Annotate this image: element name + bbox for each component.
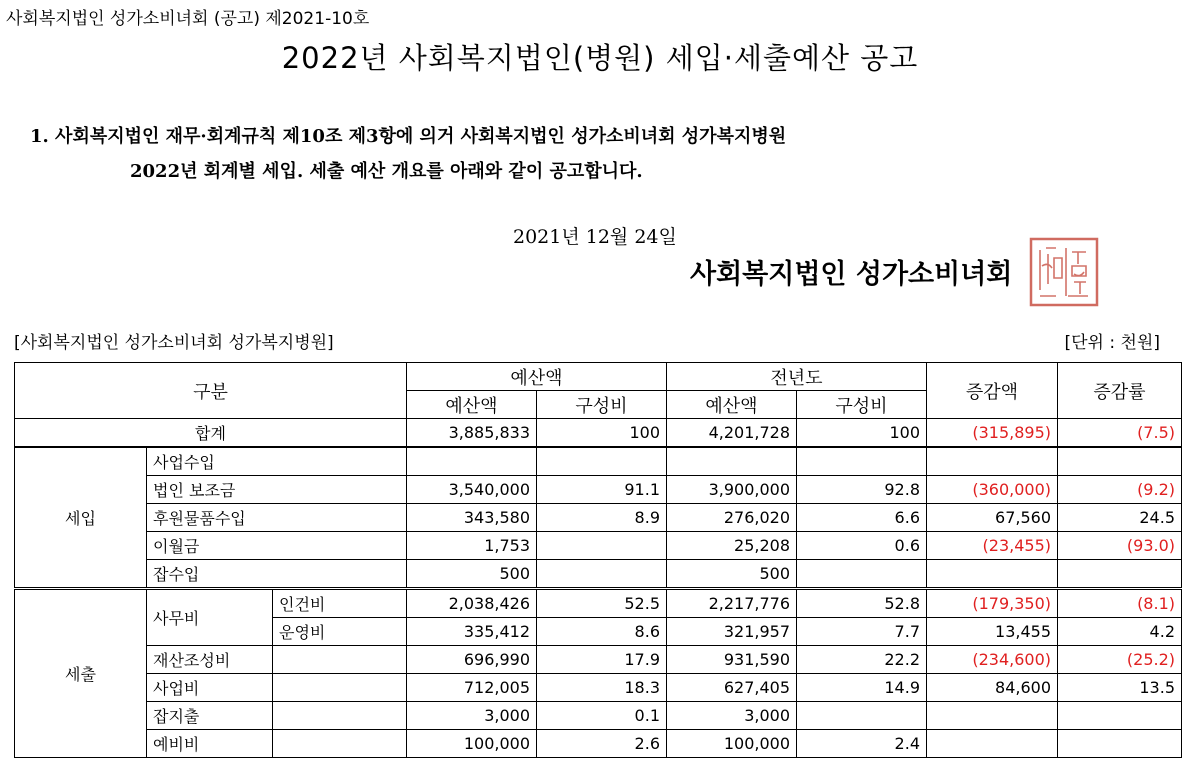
row-rate: 13.5 — [1058, 674, 1182, 702]
total-label: 합계 — [15, 419, 407, 448]
row-item: 사업비 — [147, 674, 273, 702]
table-row — [15, 560, 1182, 589]
row-item: 사업수입 — [147, 447, 407, 476]
row-rate — [1058, 702, 1182, 730]
header-category: 구분 — [15, 363, 407, 419]
row-budget: 2,038,426 — [407, 589, 537, 618]
row-prev: 3,000 — [667, 702, 797, 730]
row-prev-ratio: 52.8 — [797, 589, 927, 618]
row-prev: 2,217,776 — [667, 589, 797, 618]
table-row — [15, 532, 1182, 560]
notice-paragraph-line-2: 2022년 회계별 세입. 세출 예산 개요를 아래와 같이 공고합니다. — [130, 161, 643, 182]
row-prev-ratio: 92.8 — [797, 476, 927, 504]
row-prev: 276,020 — [667, 504, 797, 532]
row-change — [927, 447, 1058, 476]
notice-date: 2021년 12월 24일 — [513, 226, 677, 248]
unit-label: [단위 : 천원] — [1064, 333, 1160, 353]
row-prev-ratio: 22.2 — [797, 646, 927, 674]
row-ratio: 17.9 — [537, 646, 667, 674]
row-change: 13,455 — [927, 618, 1058, 646]
table-row — [15, 674, 1182, 702]
header-prev-amount: 예산액 — [667, 391, 797, 419]
row-subitem — [273, 674, 407, 702]
row-rate: (9.2) — [1058, 476, 1182, 504]
row-change: (23,455) — [927, 532, 1058, 560]
row-budget: 3,000 — [407, 702, 537, 730]
row-prev-ratio: 7.7 — [797, 618, 927, 646]
organization-name: 사회복지법인 성가소비녀회 — [690, 259, 1013, 290]
table-row — [15, 447, 1182, 476]
row-item: 예비비 — [147, 730, 273, 758]
row-prev: 321,957 — [667, 618, 797, 646]
total-prev-ratio: 100 — [797, 419, 927, 448]
row-subitem: 인건비 — [273, 589, 407, 618]
row-item: 잡지출 — [147, 702, 273, 730]
row-prev-ratio: 2.4 — [797, 730, 927, 758]
row-subitem — [273, 730, 407, 758]
official-seal-icon — [1028, 236, 1100, 308]
row-prev-ratio: 14.9 — [797, 674, 927, 702]
row-change: 84,600 — [927, 674, 1058, 702]
row-change — [927, 702, 1058, 730]
row-prev-ratio: 6.6 — [797, 504, 927, 532]
row-prev: 931,590 — [667, 646, 797, 674]
income-label: 세입 — [15, 447, 147, 589]
row-budget: 696,990 — [407, 646, 537, 674]
row-ratio: 18.3 — [537, 674, 667, 702]
row-item: 후원물품수입 — [147, 504, 407, 532]
row-budget: 3,540,000 — [407, 476, 537, 504]
row-change: (234,600) — [927, 646, 1058, 674]
row-change: (179,350) — [927, 589, 1058, 618]
row-rate — [1058, 447, 1182, 476]
row-ratio: 52.5 — [537, 589, 667, 618]
total-row — [15, 419, 1182, 448]
notice-number: 사회복지법인 성가소비녀회 (공고) 제2021-10호 — [6, 9, 370, 29]
row-subitem — [273, 646, 407, 674]
header-row-1 — [15, 363, 1182, 391]
row-change: 67,560 — [927, 504, 1058, 532]
row-budget: 712,005 — [407, 674, 537, 702]
header-change-amount: 증감액 — [927, 363, 1058, 419]
row-ratio: 91.1 — [537, 476, 667, 504]
row-ratio — [537, 560, 667, 589]
row-prev: 3,900,000 — [667, 476, 797, 504]
row-budget — [407, 447, 537, 476]
row-budget: 1,753 — [407, 532, 537, 560]
row-item: 법인 보조금 — [147, 476, 407, 504]
row-budget: 100,000 — [407, 730, 537, 758]
row-subitem: 운영비 — [273, 618, 407, 646]
row-prev: 100,000 — [667, 730, 797, 758]
page-title: 2022년 사회복지법인(병원) 세입·세출예산 공고 — [281, 41, 919, 75]
row-prev-ratio — [797, 447, 927, 476]
row-prev-ratio — [797, 560, 927, 589]
row-budget: 335,412 — [407, 618, 537, 646]
row-rate: (93.0) — [1058, 532, 1182, 560]
row-ratio: 2.6 — [537, 730, 667, 758]
row-prev-ratio — [797, 702, 927, 730]
table-row — [15, 730, 1182, 758]
row-rate: (25.2) — [1058, 646, 1182, 674]
expense-label: 세출 — [15, 589, 147, 758]
table-row — [15, 504, 1182, 532]
total-change: (315,895) — [927, 419, 1058, 448]
row-rate — [1058, 560, 1182, 589]
header-change-rate: 증감률 — [1058, 363, 1182, 419]
budget-table — [14, 362, 1182, 758]
row-budget: 500 — [407, 560, 537, 589]
row-ratio: 8.6 — [537, 618, 667, 646]
table-organization: [사회복지법인 성가소비녀회 성가복지병원] — [14, 333, 334, 353]
header-prev-year: 전년도 — [667, 363, 927, 391]
table-row — [15, 476, 1182, 504]
row-rate: 24.5 — [1058, 504, 1182, 532]
row-prev: 500 — [667, 560, 797, 589]
total-budget: 3,885,833 — [407, 419, 537, 448]
row-prev-ratio: 0.6 — [797, 532, 927, 560]
total-ratio: 100 — [537, 419, 667, 448]
header-budget-amount: 예산액 — [407, 391, 537, 419]
row-ratio — [537, 447, 667, 476]
row-change: (360,000) — [927, 476, 1058, 504]
row-ratio: 8.9 — [537, 504, 667, 532]
row-item: 이월금 — [147, 532, 407, 560]
row-prev — [667, 447, 797, 476]
table-row — [15, 589, 1182, 618]
header-budget: 예산액 — [407, 363, 667, 391]
row-rate: 4.2 — [1058, 618, 1182, 646]
table-row — [15, 702, 1182, 730]
row-prev: 627,405 — [667, 674, 797, 702]
row-change — [927, 560, 1058, 589]
row-subitem — [273, 702, 407, 730]
row-rate: (8.1) — [1058, 589, 1182, 618]
row-budget: 343,580 — [407, 504, 537, 532]
table-row — [15, 646, 1182, 674]
header-budget-ratio: 구성비 — [537, 391, 667, 419]
row-prev: 25,208 — [667, 532, 797, 560]
row-rate — [1058, 730, 1182, 758]
row-item: 재산조성비 — [147, 646, 273, 674]
header-prev-ratio: 구성비 — [797, 391, 927, 419]
total-prev: 4,201,728 — [667, 419, 797, 448]
total-rate: (7.5) — [1058, 419, 1182, 448]
row-item: 사무비 — [147, 589, 273, 646]
row-ratio: 0.1 — [537, 702, 667, 730]
row-item: 잡수입 — [147, 560, 407, 589]
notice-paragraph-line-1: 1. 사회복지법인 재무·회계규칙 제10조 제3항에 의거 사회복지법인 성가소비녀회 성가복지병원 — [30, 126, 787, 147]
row-ratio — [537, 532, 667, 560]
row-change — [927, 730, 1058, 758]
